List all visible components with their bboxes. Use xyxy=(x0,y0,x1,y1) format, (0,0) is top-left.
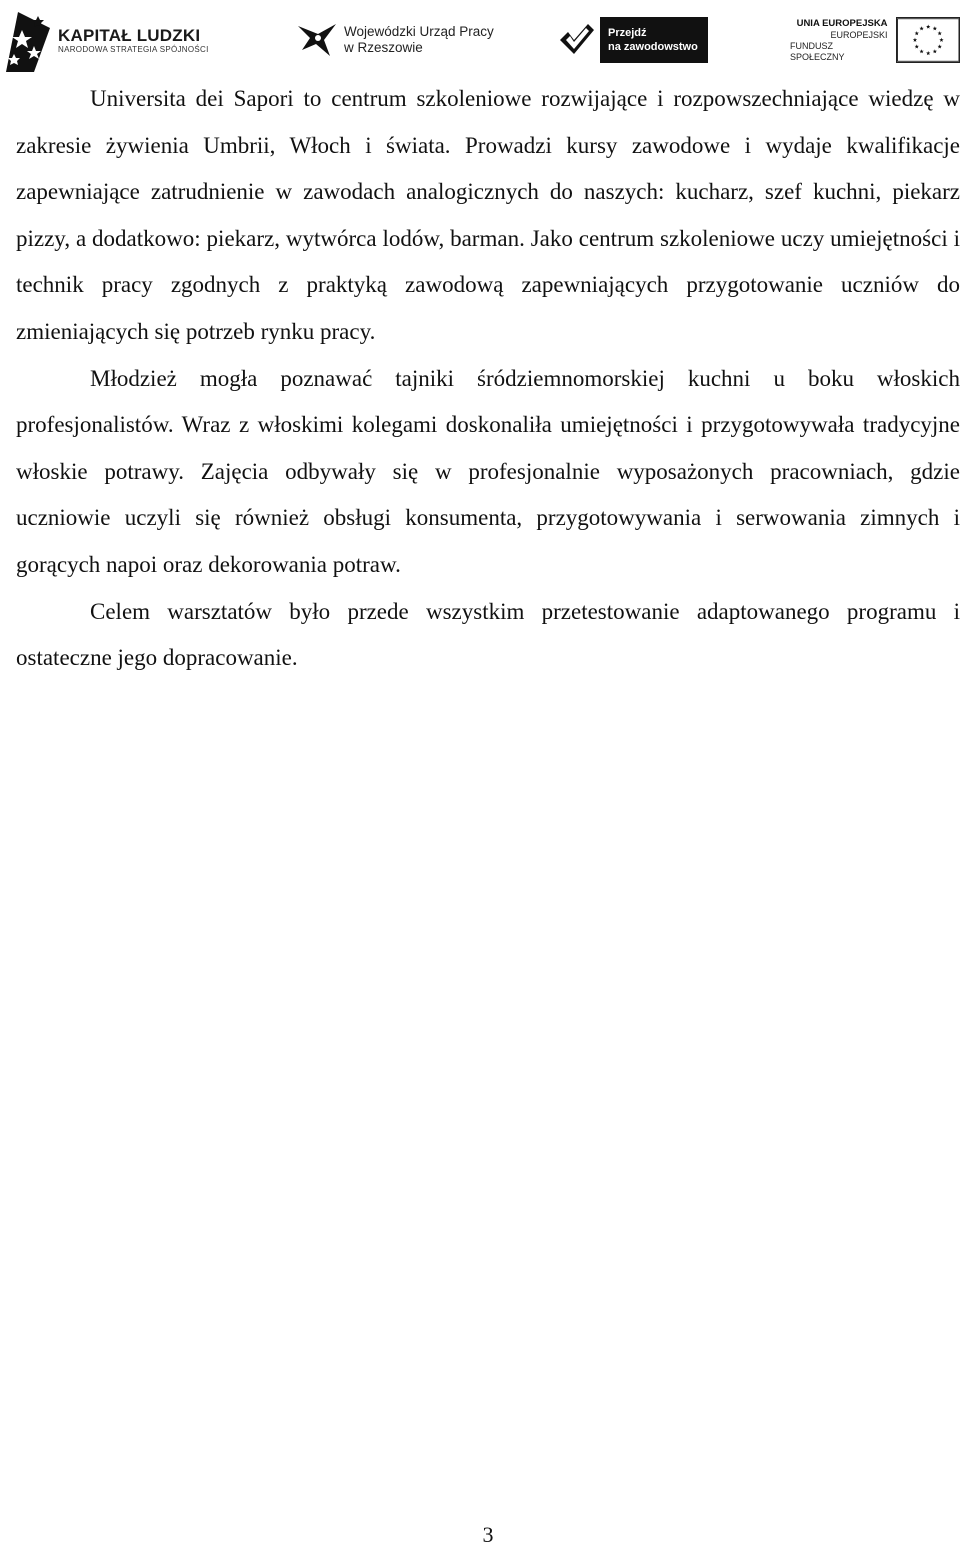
kapital-ludzki-emblem-icon xyxy=(4,6,52,74)
ue-fund-line1: EUROPEJSKI xyxy=(830,29,888,40)
kapital-ludzki-title: KAPITAŁ LUDZKI xyxy=(58,25,201,45)
paragraph-3: Celem warsztatów było przede wszystkim przetestowanie adaptowanego programu i ostateczne jego dopracowanie. xyxy=(16,598,960,671)
document-body xyxy=(16,76,960,682)
page-number: 3 xyxy=(482,1522,494,1547)
paragraph-1: Universita dei Sapori to centrum szkoleniowe rozwijające i rozpowszechniające wiedzę w zakresie żywienia Umbrii, Włoch i świata. Prowadzi kursy zawodowe i wydaje kwalifikacje zapewniające zatrudnienie w zawodach analogicznych do naszych: kucharz, szef kuchni, piekarz pizzy, a dodatkowo: piekarz, wytwórca lodów, barman. Jako centrum szkoleniowe uczy umiejętności i technik pracy zgodnych z praktyką zawodową zapewniających przygotowanie uczniów do zmieniających się potrzeb rynku pracy. xyxy=(16,86,960,344)
wup-rzeszow-logo xyxy=(296,4,494,76)
przejdz-badge xyxy=(600,17,708,63)
paragraph-2: Młodzież mogła poznawać tajniki śródziemnomorskiej kuchni u boku włoskich profesjonalistów. Wraz z włoskimi kolegami doskonaliła umiejętności i przygotowywała tradycyjne włoskie potrawy. Zajęcia odbywały się w profesjonalnie wyposażonych pracowniach, gdzie uczniowie uczyli się również obsługi konsumenta, przygotowywania i serwowania zimnych i gorących napoi oraz dekorowania potraw. xyxy=(16,365,960,577)
wup-name-line2: w Rzeszowie xyxy=(344,40,423,55)
header-logo-bar xyxy=(0,0,960,80)
kapital-ludzki-subtitle: NARODOWA STRATEGIA SPÓJNOŚCI xyxy=(58,44,209,54)
ue-fund-line2: FUNDUSZ SPOŁECZNY xyxy=(790,40,845,62)
przejdz-line1: Przejdź xyxy=(608,27,647,39)
unia-europejska-logo xyxy=(790,4,960,76)
przejdz-line2: na zawodowstwo xyxy=(608,41,698,53)
wup-bird-icon xyxy=(296,20,340,60)
wup-name-line1: Wojewódzki Urząd Pracy xyxy=(344,24,494,39)
przejdz-na-zawodowstwo-logo xyxy=(558,4,708,76)
ue-title: UNIA EUROPEJSKA xyxy=(796,17,888,29)
checkmark-emblem-icon xyxy=(558,22,596,58)
eu-flag-icon xyxy=(896,17,960,63)
kapital-ludzki-logo xyxy=(4,4,209,76)
